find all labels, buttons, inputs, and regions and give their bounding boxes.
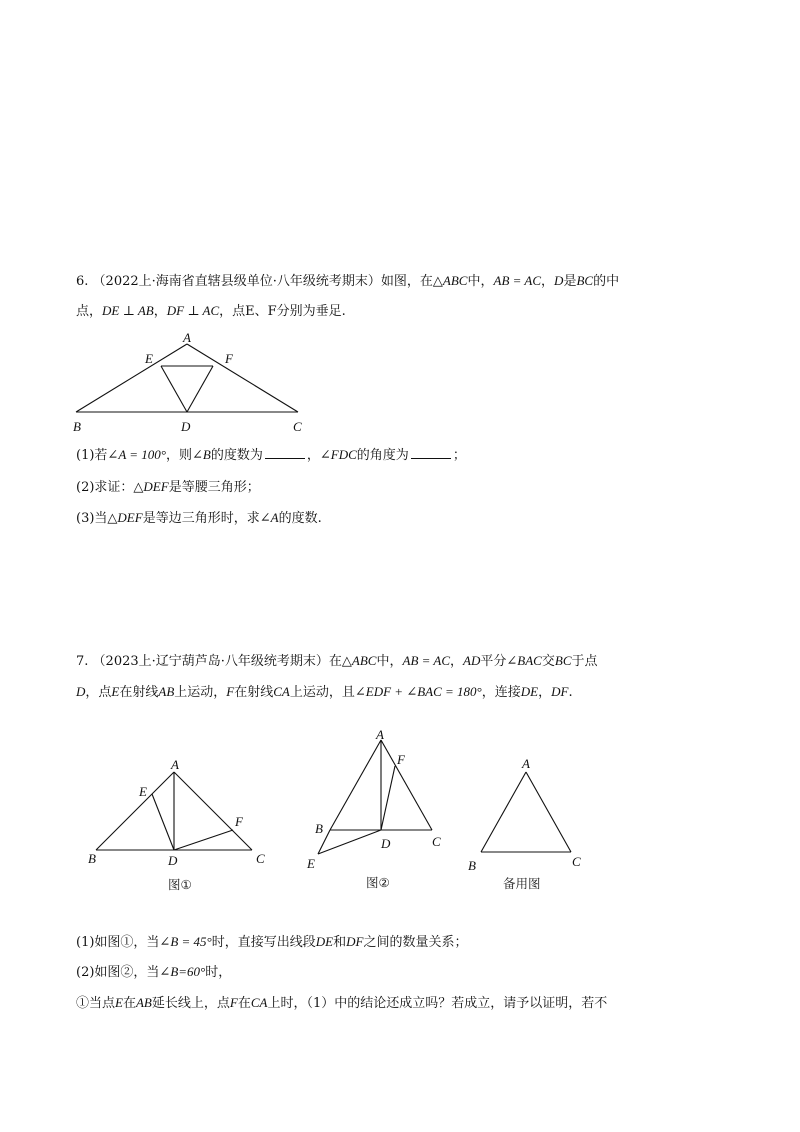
q7-part-2 bbox=[76, 963, 231, 982]
q6-number: 6. bbox=[76, 274, 89, 289]
q7-text: 在 bbox=[122, 996, 136, 1011]
math-point-d: D bbox=[554, 273, 564, 288]
q6-text: ； bbox=[452, 448, 466, 463]
q7-source: （2023上·辽宁葫芦岛·八年级统考期末） bbox=[92, 654, 329, 669]
fig2-label-a: A bbox=[376, 727, 384, 742]
q6-text: 是等腰三角形； bbox=[168, 480, 260, 495]
q7-text: ， bbox=[450, 654, 464, 669]
q7-text: ，点 bbox=[85, 685, 112, 700]
q6-text: ， bbox=[153, 304, 167, 319]
fig2-seg-de bbox=[318, 830, 381, 854]
q7-text: 时， bbox=[205, 965, 232, 980]
q7-text: ，连接 bbox=[481, 685, 521, 700]
fig1-label-d: D bbox=[168, 853, 178, 868]
math-angle-a-100: ∠A = 100° bbox=[107, 447, 166, 462]
fig1-seg-df bbox=[174, 830, 233, 850]
fig3-seg-ab bbox=[481, 772, 526, 852]
math-ray-ca: CA bbox=[273, 684, 290, 699]
q7-text: 上运动， bbox=[174, 685, 227, 700]
q6-label-b: B bbox=[73, 419, 81, 434]
fig3-label-a: A bbox=[522, 756, 530, 771]
q7-text: 上时，（1）中的结论还成立吗？若成立，请予以证明，若不 bbox=[267, 996, 608, 1011]
q6-label-f: F bbox=[225, 351, 233, 366]
math-angle-b: ∠B bbox=[192, 447, 211, 462]
q6-text: 的度数. bbox=[278, 511, 322, 526]
fig2-label-c: C bbox=[432, 834, 441, 849]
fig1-seg-ac bbox=[174, 772, 252, 850]
math-segment-de: DE bbox=[520, 684, 539, 699]
fig3-label-c: C bbox=[572, 854, 581, 869]
q6-text: (1)若 bbox=[76, 448, 108, 463]
q6-source: （2022上·海南省直辖县级单位·八年级统考期末） bbox=[92, 274, 381, 289]
q7-text: 交 bbox=[541, 654, 555, 669]
q6-text: 中， bbox=[467, 274, 494, 289]
math-de-perp-ab: DE ⊥ AB bbox=[102, 303, 154, 318]
q6-label-a: A bbox=[183, 330, 191, 345]
math-segment-ad: AD bbox=[463, 653, 481, 668]
q6-label-e: E bbox=[145, 351, 153, 366]
math-ab-eq-ac: AB = AC bbox=[402, 653, 451, 668]
math-segment-df: DF bbox=[551, 684, 569, 699]
fig1-label-f: F bbox=[235, 814, 243, 829]
math-segment-bc: BC bbox=[554, 653, 572, 668]
q6-text: (3)当 bbox=[76, 511, 108, 526]
q7-text: ， bbox=[538, 685, 552, 700]
math-triangle-def: △DEF bbox=[107, 510, 143, 525]
fig2-label-e: E bbox=[307, 856, 315, 871]
math-angle-b-45: ∠B = 45° bbox=[159, 934, 212, 949]
fig1-caption: 图① bbox=[168, 877, 192, 892]
math-ab-eq-ac: AB = AC bbox=[493, 273, 542, 288]
fig1-label-c: C bbox=[256, 851, 265, 866]
q6-text: 点， bbox=[76, 304, 103, 319]
q7-part-2-1 bbox=[76, 994, 607, 1013]
fig3-seg-ac bbox=[526, 772, 571, 852]
q6-text: 的度数为 bbox=[210, 448, 263, 463]
q7-text: 平分 bbox=[480, 654, 507, 669]
math-point-d: D bbox=[76, 684, 86, 699]
q7-text: 在射线 bbox=[234, 685, 274, 700]
q7-text: 延长线上，点 bbox=[151, 996, 230, 1011]
q7-text: . bbox=[568, 685, 573, 700]
fig2-seg-ac bbox=[381, 740, 432, 830]
math-triangle-abc: △ABC bbox=[432, 273, 468, 288]
math-point-f: F bbox=[229, 995, 238, 1010]
q7-figure-2 bbox=[306, 727, 441, 890]
q6-text: (2)求证： bbox=[76, 480, 134, 495]
fig1-label-e: E bbox=[139, 784, 147, 799]
fig2-label-b: B bbox=[315, 821, 323, 836]
q7-text: 在 bbox=[328, 654, 342, 669]
fig2-caption: 图② bbox=[366, 875, 390, 890]
q6-text: 的角度为 bbox=[356, 448, 409, 463]
math-segment-bc: BC bbox=[576, 273, 594, 288]
q7-text: (2)如图②，当 bbox=[76, 965, 160, 980]
math-point-e: E bbox=[115, 995, 123, 1010]
q7-text: 在 bbox=[237, 996, 251, 1011]
q7-part-1 bbox=[76, 933, 467, 952]
fig2-seg-df bbox=[381, 766, 395, 830]
fig3-caption: 备用图 bbox=[503, 876, 541, 891]
fig2-seg-ab bbox=[330, 740, 381, 830]
math-segment-df: DF bbox=[346, 934, 364, 949]
math-angle-fdc: ∠FDC bbox=[319, 447, 357, 462]
q7-text: (1)如图①，当 bbox=[76, 935, 160, 950]
fig1-seg-ab bbox=[96, 772, 174, 850]
math-df-perp-ac: DF ⊥ AC bbox=[166, 303, 220, 318]
q7-text: 在射线 bbox=[119, 685, 159, 700]
fig3-label-b: B bbox=[468, 858, 476, 873]
q7-text: 中， bbox=[376, 654, 403, 669]
fig1-seg-de bbox=[152, 794, 174, 850]
q7-number: 7. bbox=[76, 654, 89, 669]
math-segment-de: DE bbox=[315, 934, 334, 949]
q7-text: ①当点 bbox=[76, 996, 116, 1011]
q7-text: 之间的数量关系； bbox=[363, 935, 468, 950]
math-segment-ca: CA bbox=[250, 995, 268, 1010]
math-angle-b-60: ∠B=60° bbox=[159, 964, 206, 979]
math-point-e: E bbox=[111, 684, 120, 699]
q7-figure-backup bbox=[468, 756, 581, 891]
q7-text: 和 bbox=[333, 935, 347, 950]
q6-text: 是等边三角形时，求 bbox=[142, 511, 260, 526]
fig1-label-b: B bbox=[88, 851, 96, 866]
q6-text: 的中 bbox=[593, 274, 620, 289]
q6-text: ， bbox=[306, 448, 320, 463]
q6-text: ，点E、F分别为垂足. bbox=[219, 304, 346, 319]
q6-text: 如图，在 bbox=[380, 274, 433, 289]
fig2-label-d: D bbox=[381, 836, 391, 851]
q6-label-c: C bbox=[293, 419, 302, 434]
math-triangle-def: △DEF bbox=[133, 479, 169, 494]
q7-figure-1 bbox=[88, 757, 265, 892]
q6-text: ， bbox=[541, 274, 555, 289]
math-angle-bac: ∠BAC bbox=[506, 653, 542, 668]
math-angle-a: ∠A bbox=[259, 510, 279, 525]
math-triangle-abc: △ABC bbox=[341, 653, 377, 668]
math-point-f: F bbox=[226, 684, 235, 699]
q7-text: 时，直接写出线段 bbox=[211, 935, 316, 950]
math-segment-ab: AB bbox=[135, 995, 152, 1010]
q6-label-d: D bbox=[181, 419, 191, 434]
q7-text: 上运动，且 bbox=[289, 685, 355, 700]
q6-text: 是 bbox=[563, 274, 577, 289]
fig1-label-a: A bbox=[171, 757, 179, 772]
q6-text: ，则 bbox=[166, 448, 193, 463]
math-angle-sum: ∠EDF + ∠BAC = 180° bbox=[354, 684, 482, 699]
fig2-label-f: F bbox=[397, 752, 405, 767]
q7-text: 于点 bbox=[571, 654, 598, 669]
math-ray-ab: AB bbox=[158, 684, 175, 699]
